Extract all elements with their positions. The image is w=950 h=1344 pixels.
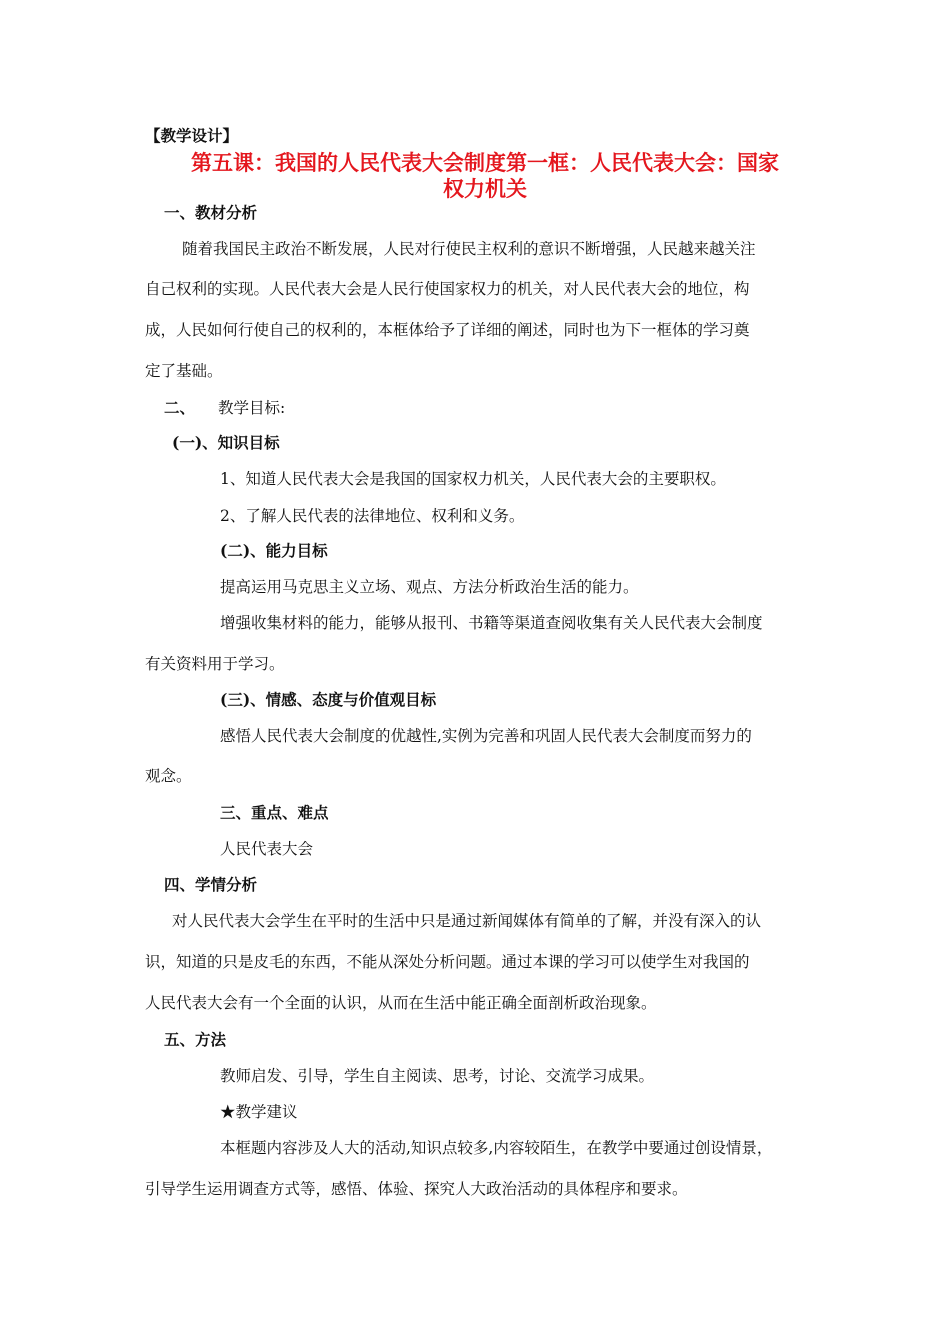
section-1-paragraph-line: 随着我国民主政治不断发展，人民对行使民主权利的意识不断增强，人民越来越关注 <box>182 240 756 258</box>
section-2-heading-number: 二、 <box>164 398 196 417</box>
knowledge-goal-item: 1、知道人民代表大会是我国的国家权力机关，人民代表大会的主要职权。 <box>220 470 726 488</box>
lesson-title-line-2: 权力机关 <box>443 177 527 201</box>
ability-goal-item: 提高运用马克思主义立场、观点、方法分析政治生活的能力。 <box>220 578 639 596</box>
section-4-paragraph-line: 识，知道的只是皮毛的东西，不能从深处分析问题。通过本课的学习可以使学生对我国的 <box>145 953 750 971</box>
emotion-goals-heading: (三)、情感、态度与价值观目标 <box>220 690 437 709</box>
emotion-goal-item: 观念。 <box>145 767 192 785</box>
section-5-paragraph-line: 本框题内容涉及人大的活动,知识点较多,内容较陌生，在教学中要通过创设情景， <box>220 1139 773 1157</box>
section-5-heading: 五、方法 <box>164 1030 227 1049</box>
section-4-heading: 四、学情分析 <box>164 875 258 894</box>
emotion-goal-item: 感悟人民代表大会制度的优越性,实例为完善和巩固人民代表大会制度而努力的 <box>220 727 752 745</box>
knowledge-goals-heading: (一)、知识目标 <box>172 433 280 452</box>
knowledge-goal-item: 2、了解人民代表的法律地位、权利和义务。 <box>220 507 525 525</box>
header-tag: 【教学设计】 <box>145 126 239 145</box>
ability-goal-item: 增强收集材料的能力，能够从报刊、书籍等渠道查阅收集有关人民代表大会制度 <box>220 614 763 632</box>
section-5-paragraph-line: 引导学生运用调查方式等，感悟、体验、探究人大政治活动的具体程序和要求。 <box>145 1180 688 1198</box>
lesson-title-line-1: 第五课：我国的人民代表大会制度第一框：人民代表大会：国家 <box>191 151 779 175</box>
section-3-paragraph: 人民代表大会 <box>220 840 314 858</box>
ability-goals-heading: (二)、能力目标 <box>220 541 328 560</box>
section-1-paragraph-line: 自己权利的实现。人民代表大会是人民行使国家权力的机关，对人民代表大会的地位，构 <box>145 280 750 298</box>
ability-goal-item: 有关资料用于学习。 <box>145 655 285 673</box>
section-5-paragraph: 教师启发、引导，学生自主阅读、思考，讨论、交流学习成果。 <box>220 1067 655 1085</box>
teaching-tip-label: ★教学建议 <box>220 1103 298 1121</box>
section-1-heading: 一、教材分析 <box>164 203 258 222</box>
section-4-paragraph-line: 人民代表大会有一个全面的认识，从而在生活中能正确全面剖析政治现象。 <box>145 994 657 1012</box>
section-2-heading: 教学目标: <box>218 399 286 417</box>
section-4-paragraph-line: 对人民代表大会学生在平时的生活中只是通过新闻媒体有简单的了解，并没有深入的认 <box>172 912 762 930</box>
section-3-heading: 三、重点、难点 <box>220 803 329 822</box>
section-1-paragraph-line: 定了基础。 <box>145 362 223 380</box>
section-1-paragraph-line: 成，人民如何行使自己的权利的，本框体给予了详细的阐述，同时也为下一框体的学习奠 <box>145 321 750 339</box>
